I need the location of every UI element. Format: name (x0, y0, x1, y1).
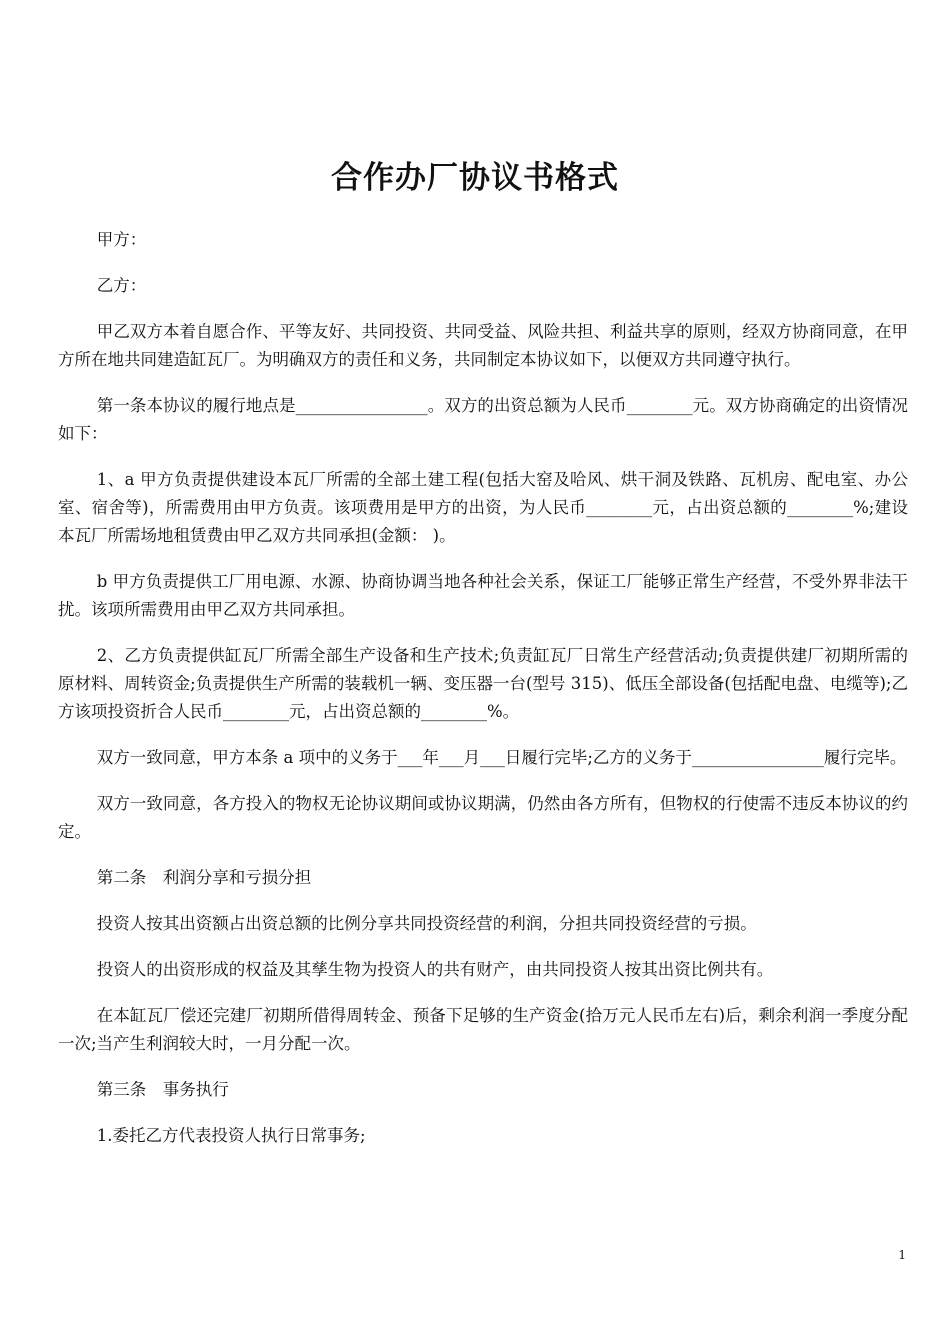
page-number: 1 (898, 1248, 906, 1262)
clause-2-paragraph: 2、乙方负责提供缸瓦厂所需全部生产设备和生产技术;负责缸瓦厂日常生产经营活动;负责提供建厂初期所需的原材料、周转资金;负责提供生产所需的装载机一辆、变压器一台(型号 315)、低压全部设备(包括配电盘、电缆等);乙方该项投资折合人民币________元，占出资总额的________%。 (58, 646, 908, 721)
party-a-line: 甲方： (96, 230, 147, 249)
joint-property-paragraph: 投资人的出资形成的权益及其孳生物为投资人的共有财产，由共同投资人按其出资比例共有。 (96, 960, 774, 979)
profit-distribution-paragraph: 在本缸瓦厂偿还完建厂初期所借得周转金、预备下足够的生产资金(拾万元人民币左右)后，剩余利润一季度分配一次;当产生利润较大时，一月分配一次。 (58, 1006, 908, 1053)
profit-sharing-paragraph: 投资人按其出资额占出资总额的比例分享共同投资经营的利润，分担共同投资经营的亏损。 (96, 914, 757, 933)
clause-1a-paragraph: 1、a 甲方负责提供建设本瓦厂所需的全部土建工程(包括大窑及哈风、烘干洞及铁路、瓦机房、配电室、办公室、宿舍等)，所需费用由甲方负责。该项费用是甲方的出资，为人民币________元，占出资总额的________%;建设本瓦厂所需场地租赁费由甲乙双方共同承担(金额： )。 (58, 470, 908, 545)
article-1-paragraph: 第一条本协议的履行地点是________________。双方的出资总额为人民币________元。双方协商确定的出资情况如下： (58, 396, 908, 443)
party-b-line: 乙方： (96, 276, 147, 295)
property-rights-paragraph: 双方一致同意，各方投入的物权无论协议期间或协议期满，仍然由各方所有，但物权的行使需不违反本协议的约定。 (58, 794, 908, 841)
clause-1b-paragraph: b 甲方负责提供工厂用电源、水源、协商协调当地各种社会关系，保证工厂能够正常生产经营，不受外界非法干扰。该项所需费用由甲乙双方共同承担。 (58, 572, 908, 619)
document-body (58, 226, 908, 1168)
completion-agreement-paragraph: 双方一致同意，甲方本条 a 项中的义务于___年___月___日履行完毕;乙方的义务于________________履行完毕。 (96, 748, 907, 767)
affairs-execution-item-1: 1.委托乙方代表投资人执行日常事务; (96, 1126, 366, 1145)
preamble-paragraph: 甲乙双方本着自愿合作、平等友好、共同投资、共同受益、风险共担、利益共享的原则，经双方协商同意，在甲方所在地共同建造缸瓦厂。为明确双方的责任和义务，共同制定本协议如下，以便双方共同遵守执行。 (58, 322, 908, 369)
article-2-heading: 第二条 利润分享和亏损分担 (96, 868, 312, 887)
article-3-heading: 第三条 事务执行 (96, 1080, 229, 1099)
document-title: 合作办厂协议书格式 (331, 160, 619, 196)
